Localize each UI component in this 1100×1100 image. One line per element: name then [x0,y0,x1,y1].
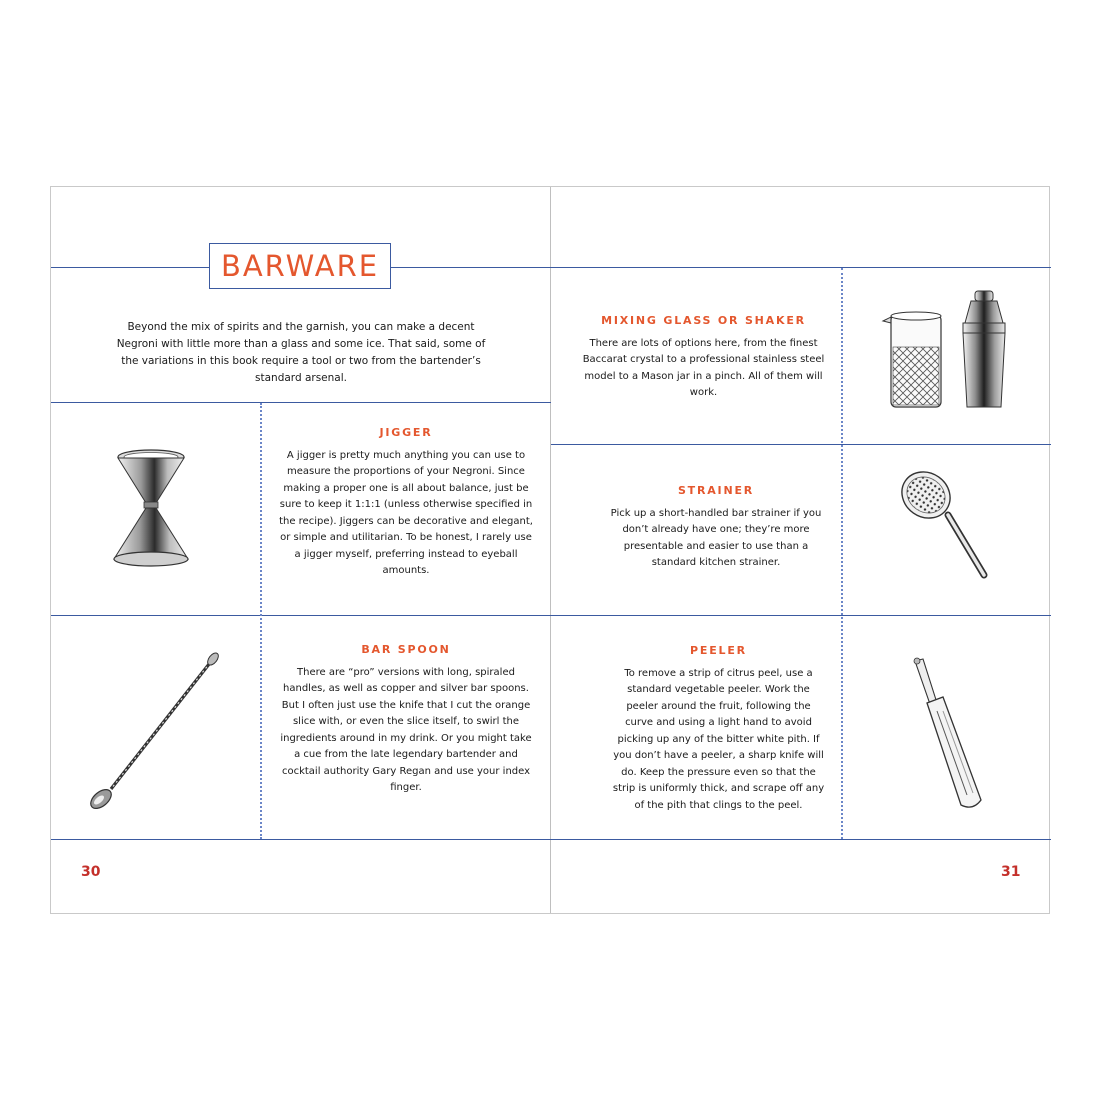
rule [51,615,551,616]
peeler-heading: PEELER [690,644,747,657]
rule [551,615,1051,616]
intro-paragraph: Beyond the mix of spirits and the garnish, you can make a decent Negroni with little more than a glass and some ice. That said, some of the variations in this book require a tool or two from the bartender’s standard arsenal. [116,321,486,384]
jigger-body: A jigger is pretty much anything you can use to measure the proportions of your Negroni. Since making a proper one is all about balance, just be sure to keep it 1:1:1 (unless otherwise specified in the recipe). Jiggers can be decorative and elegant, or simple and utilitarian. To be honest, I rarely use a jigger myself, preferring instead to eyeball amounts. [279,449,533,576]
rule [51,402,551,403]
jigger-heading: JIGGER [379,426,433,439]
strainer-section [606,483,826,572]
strainer-body: Pick up a short-handled bar strainer if you don’t already have one; they’re more presentable and easier to use than a standard kitchen strainer. [610,507,822,568]
bar-spoon-icon [81,649,231,809]
mixing-glass-body: There are lots of options here, from the finest Baccarat crystal to a professional stainless steel model to a Mason jar in a pinch. All of them will work. [582,337,825,398]
peeler-section [611,643,826,814]
left-page [51,187,551,913]
page-title: BARWARE [220,249,380,283]
peeler-body: To remove a strip of citrus peel, use a standard vegetable peeler. Work the peeler around the fruit, following the curve and using a light hand to avoid picking up any of the bitter white pith. If you don’t have a peeler, a sharp knife will do. Keep the pressure even so that the strip is uniformly thick, and scrape off any of the pith that clings to the peel. [612,667,825,811]
book-spread [50,186,1050,914]
rule [551,839,1051,840]
peeler-icon [901,655,991,815]
dotted-divider [260,403,262,839]
bar-spoon-body: There are “pro” versions with long, spiraled handles, as well as copper and silver bar spoons. But I often just use the knife that I cut the orange slice with, or even the slice itself, to swirl the ingredients around in my drink. Or you might take a cue from the late legendary bartender and cocktail authority Gary Regan and use your index finger. [280,666,532,793]
bar-spoon-heading: BAR SPOON [361,643,451,656]
rule [51,839,551,840]
strainer-heading: STRAINER [677,484,755,497]
rule [551,444,1051,445]
rule [551,267,1051,268]
mixing-glass-shaker-icon [879,289,1009,414]
jigger-section [276,425,536,580]
mixing-glass-heading: MIXING GLASS OR SHAKER [601,314,806,327]
right-page [551,187,1051,913]
page-number-right: 31 [1001,864,1021,880]
mixing-glass-section [581,313,826,402]
bar-spoon-section [276,642,536,797]
dotted-divider [841,268,843,839]
jigger-icon [106,447,196,572]
page-number-left: 30 [81,864,101,880]
strainer-icon [896,465,996,585]
title-box [209,243,391,289]
